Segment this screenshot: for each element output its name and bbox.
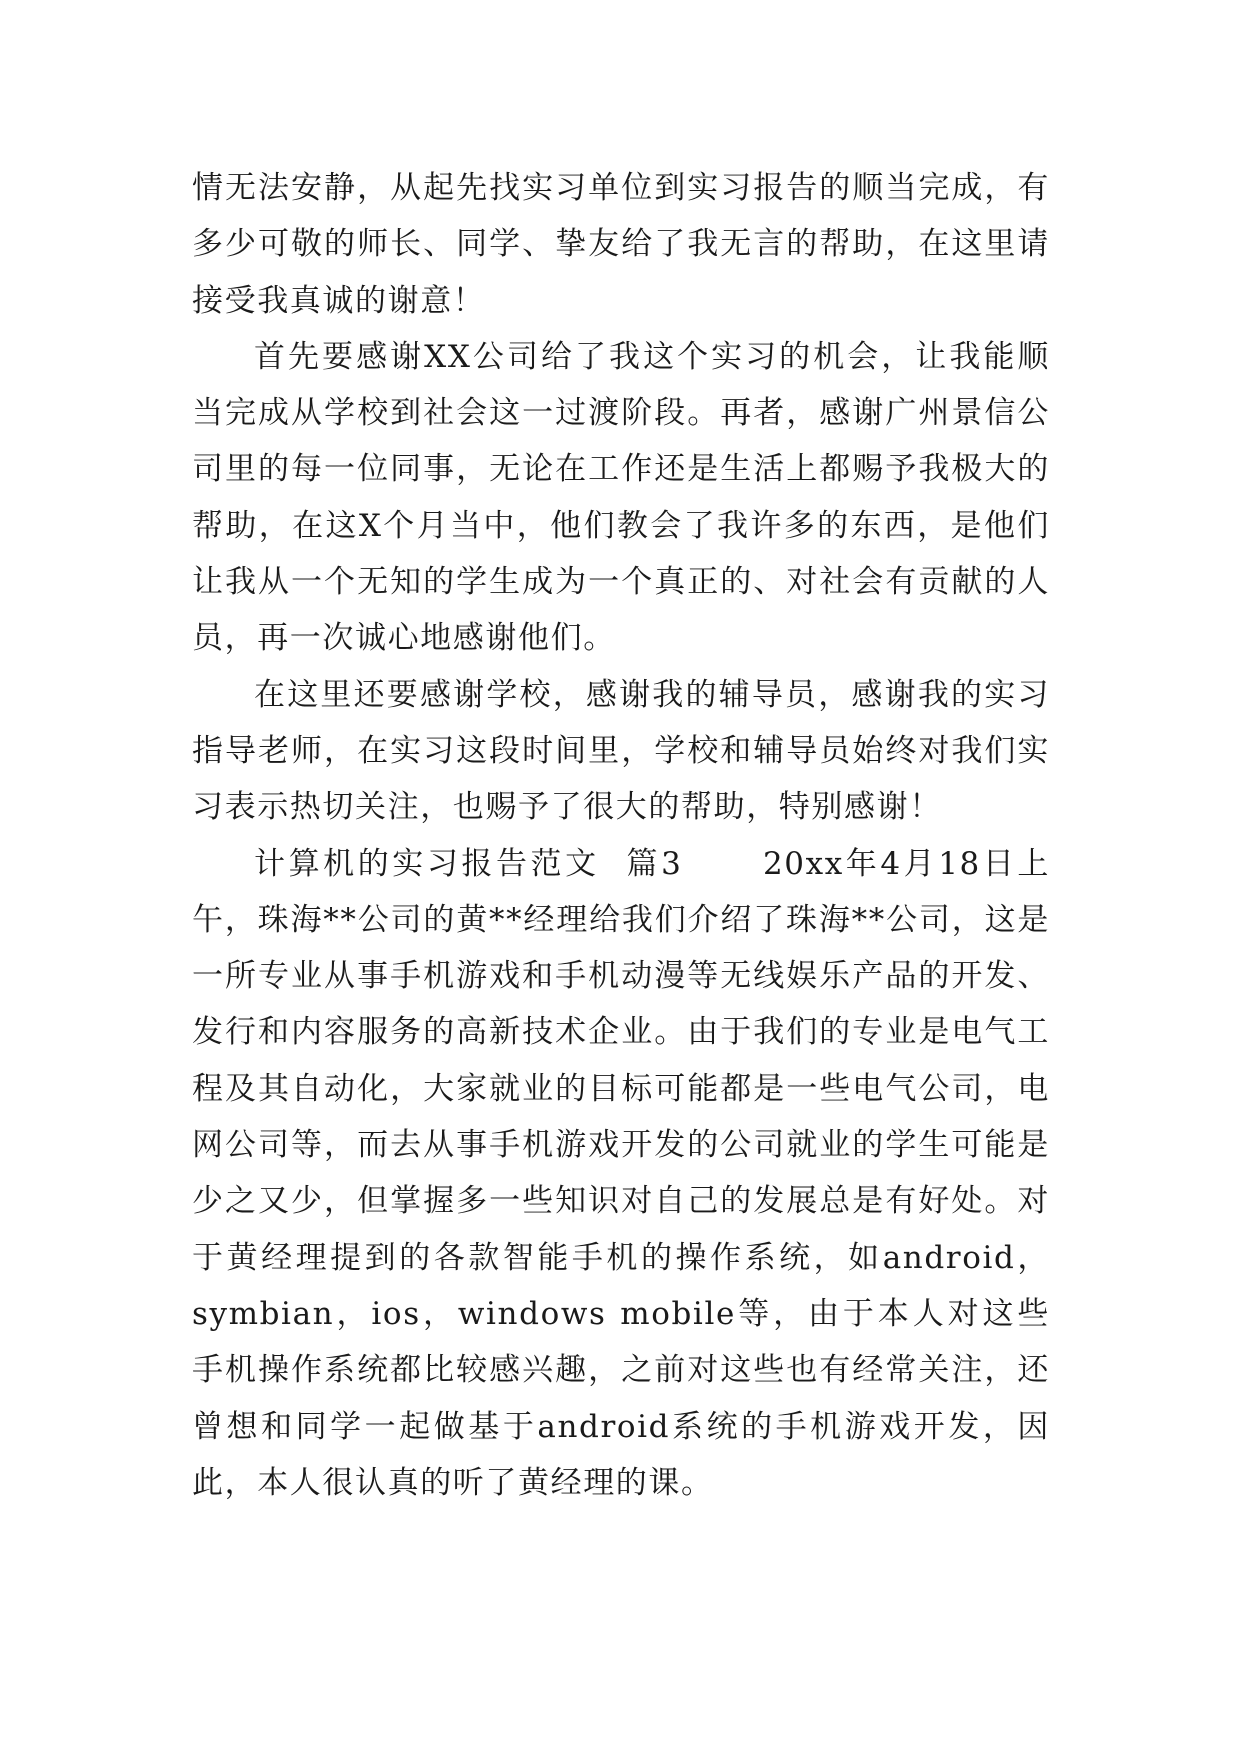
paragraph-1: 情无法安静，从起先找实习单位到实习报告的顺当完成，有多少可敬的师长、同学、挚友给了我无言的帮助，在这里请接受我真诚的谢意！ bbox=[192, 170, 1050, 319]
paragraph-4: 计算机的实习报告范文 篇3 20xx年4月18日上午，珠海**公司的黄**经理给我们介绍了珠海**公司，这是一所专业从事手机游戏和手机动漫等无线娱乐产品的开发、发行和内容服务的高新技术企业。由于我们的专业是电气工程及其自动化，大家就业的目标可能都是一些电气公司，电网公司等，而去从事手机游戏开发的公司就业的学生可能是少之又少，但掌握多一些知识对自己的发展总是有好处。对于黄经理提到的各款智能手机的操作系统，如android，symbian，ios，windows mobile等，由于本人对这些手机操作系统都比较感兴趣，之前对这些也有经常关注，还曾想和同学一起做基于android系统的手机游戏开发，因此，本人很认真的听了黄经理的课。 bbox=[192, 845, 1050, 1501]
paragraph-3: 在这里还要感谢学校，感谢我的辅导员，感谢我的实习指导老师，在实习这段时间里，学校和辅导员始终对我们实习表示热切关注，也赐予了很大的帮助，特别感谢！ bbox=[192, 676, 1050, 826]
document-body bbox=[192, 160, 1050, 1511]
paragraph-2: 首先要感谢XX公司给了我这个实习的机会，让我能顺当完成从学校到社会这一过渡阶段。再者，感谢广州景信公司里的每一位同事，无论在工作还是生活上都赐予我极大的帮助，在这X个月当中，他们教会了我许多的东西，是他们让我从一个无知的学生成为一个真正的、对社会有贡献的人员，再一次诚心地感谢他们。 bbox=[192, 338, 1050, 657]
